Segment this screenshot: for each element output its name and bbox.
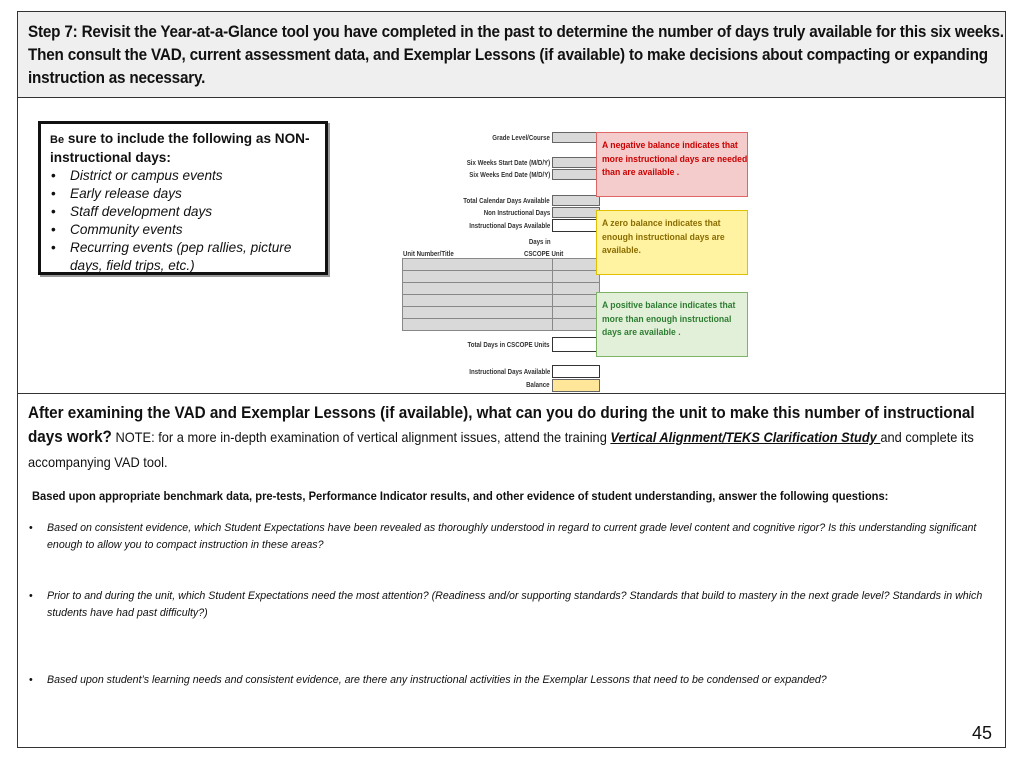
unit-row-days	[552, 318, 600, 331]
unit-row-title	[402, 258, 553, 271]
unit-row-days	[552, 258, 600, 271]
unit-row-days	[552, 270, 600, 283]
negative-balance-note	[596, 132, 748, 197]
step-header	[18, 12, 1005, 98]
note-title	[50, 130, 325, 167]
start-date-field	[552, 157, 600, 168]
slide-frame	[17, 11, 1006, 748]
unit-number-title-label: Unit Number/Title	[403, 249, 454, 258]
tool-section	[18, 98, 1005, 394]
note-title-be: Be	[50, 134, 65, 146]
unit-row-title	[402, 282, 553, 295]
question-item: • Based upon student’s learning needs and consistent evidence, are there any instructional activities in the Exemplar Lessons that need to be condensed or expanded?	[28, 672, 988, 689]
questions-section	[18, 394, 1005, 747]
year-at-a-glance-form	[378, 132, 588, 389]
note-list	[50, 167, 325, 275]
note-title-rest: sure to include the following as NON-instructional days:	[50, 131, 310, 165]
grade-level-label: Grade Level/Course	[492, 133, 550, 142]
training-link[interactable]: Vertical Alignment/TEKS Clarification Study	[610, 430, 881, 445]
note-item: • Community events	[50, 221, 325, 239]
end-date-field	[552, 169, 600, 180]
cscope-unit-label: CSCOPE Unit	[523, 249, 563, 258]
questions-heading	[28, 401, 995, 475]
page-number: 45	[971, 723, 992, 743]
unit-row-title	[402, 318, 553, 331]
questions-title: After examining the VAD and Exemplar Lessons (if available), what can you do during the unit to make this number of instructional days work?	[28, 404, 975, 446]
balance-label: Balance	[526, 380, 550, 389]
unit-row-days	[552, 306, 600, 319]
positive-balance-note	[596, 292, 748, 357]
end-date-label: Six Weeks End Date (M/D/Y)	[468, 170, 550, 179]
instructional-available-2-label: Instructional Days Available	[468, 367, 550, 376]
zero-balance-note	[596, 210, 748, 275]
instructional-available-2-field	[552, 365, 600, 378]
question-item: • Prior to and during the unit, which Student Expectations need the most attention? (Readiness and/or supporting standards? Standards that build to mastery in the next grade level? Standards in which students have had past difficulty?)	[28, 588, 988, 622]
note-item: • Staff development days	[50, 203, 325, 221]
questions-instruction: Based upon appropriate benchmark data, pre-tests, Performance Indicator results, and other evidence of student understanding, answer the following questions:	[32, 489, 889, 503]
total-days-cscope-label: Total Days in CSCOPE Units	[467, 340, 550, 349]
note-item: • District or campus events	[50, 167, 325, 185]
start-date-label: Six Weeks Start Date (M/D/Y)	[466, 158, 550, 167]
total-calendar-label: Total Calendar Days Available	[463, 196, 550, 205]
unit-row-title	[402, 270, 553, 283]
question-item: • Based on consistent evidence, which Student Expectations have been revealed as thoroughly understood in regard to current grade level content and cognitive rigor? Is this understanding significant enough to allow you to compact instruction in these areas?	[28, 520, 988, 554]
instructional-available-label: Instructional Days Available	[468, 221, 550, 230]
non-instructional-field	[552, 207, 600, 218]
non-instructional-note	[38, 121, 328, 275]
note-item: • Early release days	[50, 185, 325, 203]
unit-row-title	[402, 294, 553, 307]
zero-balance-text: A zero balance indicates that enough instructional days are available.	[602, 217, 725, 255]
unit-row-title	[402, 306, 553, 319]
unit-row-days	[552, 282, 600, 295]
days-in-label: Days in	[529, 237, 551, 246]
note-item: • Recurring events (pep rallies, picture days, field trips, etc.)	[50, 239, 325, 275]
balance-field	[552, 379, 600, 392]
total-calendar-field	[552, 195, 600, 206]
questions-note-after: and complete its accompanying VAD tool.	[28, 430, 974, 470]
grade-level-field	[552, 132, 600, 143]
positive-balance-text: A positive balance indicates that more than enough instructional days are available .	[602, 299, 736, 337]
total-days-cscope-field	[552, 337, 600, 352]
instructional-available-field	[552, 219, 600, 232]
questions-note: NOTE: for a more in-depth examination of vertical alignment issues, attend the training	[111, 430, 611, 445]
non-instructional-label: Non Instructional Days	[483, 208, 550, 217]
step-text: Step 7: Revisit the Year-at-a-Glance tool you have completed in the past to determine the number of days truly available for this six weeks. Then consult the VAD, current assessment data, and Exemplar Lessons (if available) to make decisions about compacting or expanding instruction as necessary.	[28, 23, 1004, 87]
negative-balance-text: A negative balance indicates that more instructional days are needed than are available .	[602, 139, 748, 177]
question-list	[28, 520, 995, 689]
unit-row-days	[552, 294, 600, 307]
